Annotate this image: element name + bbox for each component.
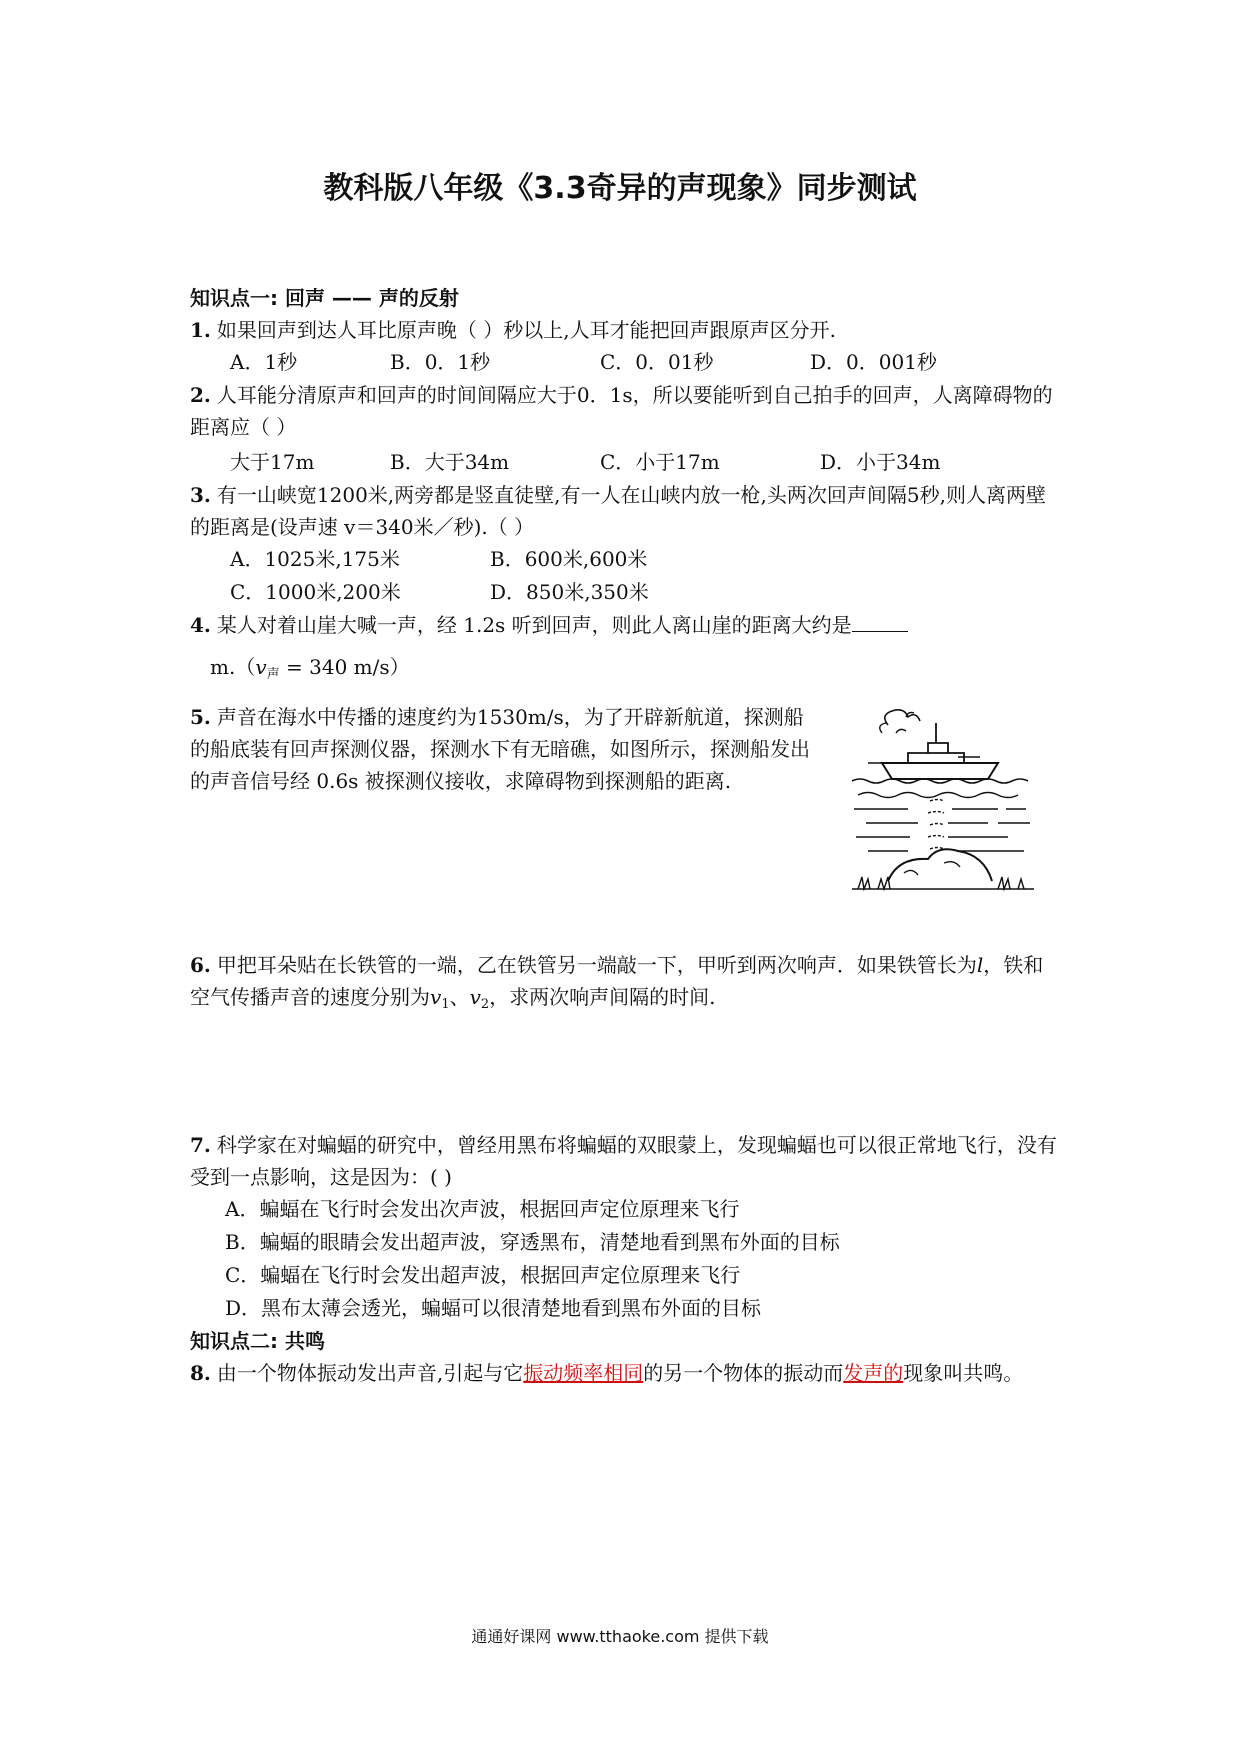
- question-2: [190, 379, 1062, 443]
- section-heading-2: 知识点二: 共鸣: [190, 1329, 325, 1353]
- section-heading-1: 知识点一: 回声 —— 声的反射: [190, 286, 459, 310]
- option-c: C．1000米,200米: [230, 580, 401, 604]
- answer-2: 发声的: [843, 1361, 904, 1385]
- formula-value: = 340 m/s: [279, 655, 390, 679]
- option-b: B．大于34m: [390, 450, 510, 474]
- question-text-c: ，求两次响声间隔的时间.: [489, 985, 716, 1009]
- question-8: [190, 1357, 1062, 1389]
- question-5: [190, 701, 1062, 899]
- option-b: B．600米,600米: [490, 547, 648, 571]
- question-number: 8.: [190, 1361, 211, 1385]
- close-paren: ）: [389, 655, 410, 679]
- answer-blank[interactable]: [852, 609, 908, 632]
- formula-variable: v: [255, 655, 267, 679]
- question-text: 如果回声到达人耳比原声晚（ ）秒以上,人耳才能把回声跟原声区分开.: [216, 318, 836, 342]
- question-2-options: [190, 446, 1062, 479]
- question-text: 有一山峡宽1200米,两旁都是竖直徒壁,有一人在山峡内放一枪,头两次回声间隔5秒,则人离两壁的距离是(设声速 v＝340米／秒).（ ）: [190, 483, 1046, 539]
- footer: 通通好课网 www.tthaoke.com 提供下载: [471, 1627, 769, 1646]
- question-5-text-block: [190, 701, 820, 899]
- question-1-options: [190, 346, 1062, 379]
- option-d: D．0．001秒: [810, 350, 937, 374]
- option-b: B．0．1秒: [390, 350, 491, 374]
- option-c: C．0．01秒: [600, 350, 714, 374]
- question-text: 声音在海水中传播的速度约为1530m/s，为了开辟新航道，探测船的船底装有回声探测仪器，探测水下有无暗礁，如图所示，探测船发出的声音信号经 0.6s 被探测仪接收，求障碍物到探测船的距离.: [190, 705, 810, 793]
- question-text-c: 现象叫共鸣。: [903, 1361, 1024, 1385]
- unit-text: m.（: [210, 655, 256, 679]
- question-text: 某人对着山崖大喊一声，经 1.2s 听到回声，则此人离山崖的距离大约是: [216, 613, 852, 637]
- question-3: [190, 479, 1062, 543]
- option-a: A．蝙蝠在飞行时会发出次声波，根据回声定位原理来飞行: [225, 1197, 740, 1221]
- question-4: [190, 609, 1062, 641]
- separator: 、: [449, 985, 470, 1009]
- question-text-b: ，铁和空气传播声音的速度分别为: [190, 953, 1044, 1009]
- option-d: D．850米,350米: [490, 580, 649, 604]
- question-7: [190, 1129, 1062, 1193]
- question-number: 7.: [190, 1133, 211, 1157]
- option-c: C．蝙蝠在飞行时会发出超声波，根据回声定位原理来飞行: [225, 1263, 741, 1287]
- question-number: 6.: [190, 953, 211, 977]
- content: [190, 282, 1062, 1389]
- question-3-options-row2: [190, 576, 1062, 609]
- option-d: D．小于34m: [820, 450, 941, 474]
- option-a: A．1秒: [230, 350, 298, 374]
- length-variable: l: [976, 953, 984, 977]
- velocity-1-subscript: 1: [441, 997, 450, 1012]
- option-c: C．小于17m: [600, 450, 720, 474]
- option-a: 大于17m: [230, 450, 315, 474]
- option-d: D．黑布太薄会透光，蝙蝠可以很清楚地看到黑布外面的目标: [225, 1296, 762, 1320]
- velocity-1: v: [430, 985, 442, 1009]
- question-text-a: 甲把耳朵贴在长铁管的一端，乙在铁管另一端敲一下，甲听到两次响声．如果铁管长为: [216, 953, 977, 977]
- question-text: 人耳能分清原声和回声的时间间隔应大于0．1s，所以要能听到自己拍手的回声，人离障碍物的距离应（ ）: [190, 383, 1053, 439]
- question-6: [190, 949, 1062, 1021]
- question-4-formula-line: [190, 647, 1062, 687]
- answer-1: 振动频率相同: [523, 1361, 644, 1385]
- sonar-ship-figure: [848, 703, 1038, 899]
- question-text: 科学家在对蝙蝠的研究中，曾经用黑布将蝙蝠的双眼蒙上，发现蝙蝠也可以很正常地飞行，没有受到一点影响，这是因为：( ): [190, 1133, 1057, 1189]
- question-number: 4.: [190, 613, 211, 637]
- option-b: B．蝙蝠的眼睛会发出超声波，穿透黑布，清楚地看到黑布外面的目标: [225, 1230, 840, 1254]
- question-number: 2.: [190, 383, 211, 407]
- question-3-options-row1: [190, 543, 1062, 576]
- formula: [255, 655, 390, 682]
- question-text-b: 的另一个物体的振动而: [643, 1361, 844, 1385]
- question-text-a: 由一个物体振动发出声音,引起与它: [216, 1361, 524, 1385]
- question-1: [190, 314, 1062, 346]
- question-number: 5.: [190, 705, 211, 729]
- question-number: 3.: [190, 483, 211, 507]
- question-number: 1.: [190, 318, 211, 342]
- velocity-2: v: [469, 985, 481, 1009]
- page-title: 教科版八年级《3.3奇异的声现象》同步测试: [323, 171, 917, 206]
- formula-subscript: 声: [266, 667, 280, 682]
- velocity-2-subscript: 2: [480, 997, 490, 1012]
- option-a: A．1025米,175米: [230, 547, 400, 571]
